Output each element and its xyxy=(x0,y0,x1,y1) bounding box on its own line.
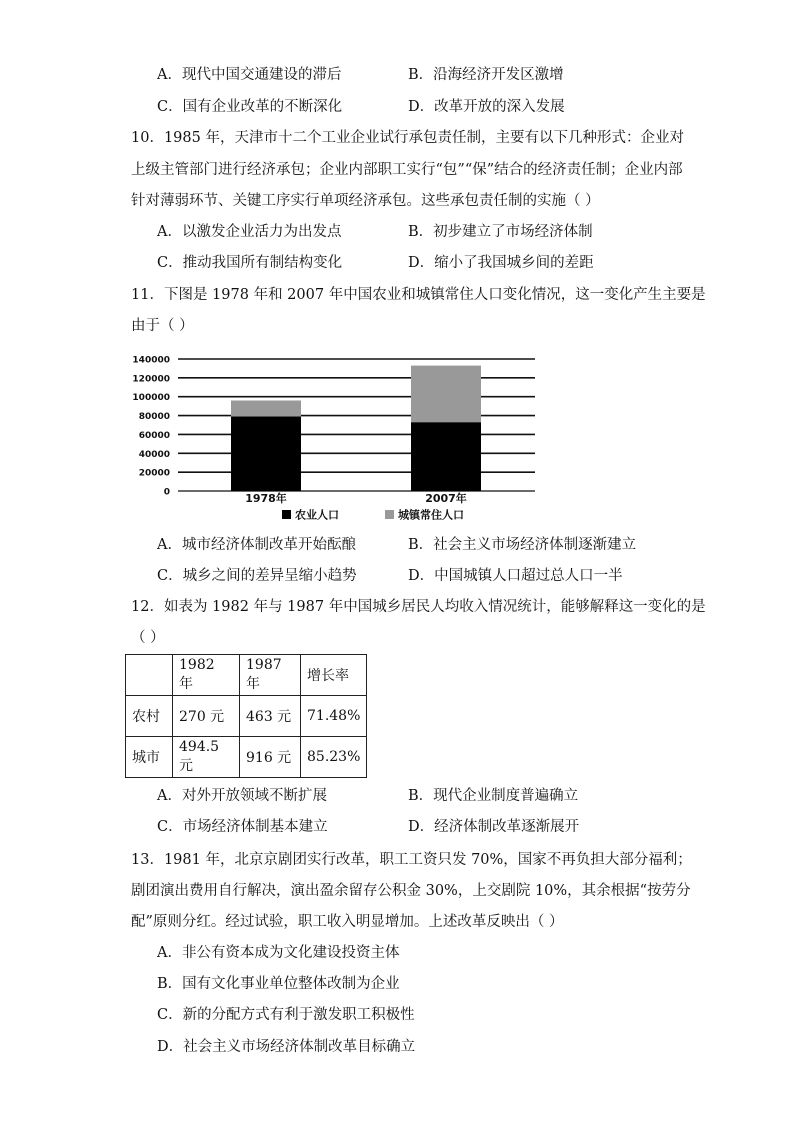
q11-stem-line-1: 11．下图是 1978 年和 2007 年中国农业和城镇常住人口变化情况，这一变化产生主要是 xyxy=(131,287,706,303)
q12-stem-line-1: 12．如表为 1982 年与 1987 年中国城乡居民人均收入情况统计，能够解释这一变化的是 xyxy=(131,599,706,615)
q9-option-c: C．国有企业改革的不断深化 xyxy=(157,99,343,115)
q10-stem-line-1: 10．1985 年，天津市十二个工业企业试行承包责任制，主要有以下几种形式：企业对 xyxy=(131,130,684,146)
table-cell: 71.48% xyxy=(301,696,367,737)
x-category-label: 2007年 xyxy=(425,492,467,505)
q11-option-d: D．中国城镇人口超过总人口一半 xyxy=(408,568,623,584)
q10-option-c: C．推动我国所有制结构变化 xyxy=(157,255,343,271)
q13-option-b: B．国有文化事业单位整体改制为企业 xyxy=(157,976,400,992)
population-bar-chart xyxy=(130,350,550,530)
q13-stem-line-1: 13．1981 年，北京京剧团实行改革，职工工资只发 70%，国家不再负担大部分福利； xyxy=(131,852,692,868)
table-header-cell: 增长率 xyxy=(301,655,367,696)
table-cell: 270 元 xyxy=(173,696,240,737)
q12-stem-line-2: （ ） xyxy=(131,630,165,646)
y-tick-label: 80000 xyxy=(138,412,170,423)
q12-option-c: C．市场经济体制基本建立 xyxy=(157,819,328,835)
q11-option-a: A．城市经济体制改革开始酝酿 xyxy=(157,537,356,553)
table-row xyxy=(126,737,367,778)
q10-stem-line-2: 上级主管部门进行经济承包；企业内部职工实行“包”“保”结合的经济责任制；企业内部 xyxy=(131,162,683,178)
q9-option-b: B．沿海经济开发区激增 xyxy=(408,67,564,83)
y-tick-label: 120000 xyxy=(132,374,170,385)
q9-option-d: D．改革开放的深入发展 xyxy=(408,99,565,115)
q10-stem-line-3: 针对薄弱环节、关键工序实行单项经济承包。这些承包责任制的实施（ ） xyxy=(131,193,600,209)
table-header-cell: 1987 年 xyxy=(240,655,301,696)
q13-stem-line-2: 剧团演出费用自行解决，演出盈余留存公积金 30%，上交剧院 10%，其余根据“按劳分 xyxy=(131,883,691,899)
table-row xyxy=(126,696,367,737)
bar-urban-1 xyxy=(411,366,481,423)
q12-option-d: D．经济体制改革逐渐展开 xyxy=(408,819,580,835)
q12-option-b: B．现代企业制度普遍确立 xyxy=(408,788,579,804)
q11-option-c: C．城乡之间的差异呈缩小趋势 xyxy=(157,568,357,584)
table-cell: 农村 xyxy=(126,696,173,737)
table-cell: 494.5 元 xyxy=(173,737,240,778)
legend-label: 农业人口 xyxy=(295,508,339,522)
legend-swatch xyxy=(282,510,291,519)
q10-option-d: D．缩小了我国城乡间的差距 xyxy=(408,255,594,271)
q9-option-a: A．现代中国交通建设的滞后 xyxy=(157,67,342,83)
q10-option-b: B．初步建立了市场经济体制 xyxy=(408,224,593,240)
q13-option-d: D．社会主义市场经济体制改革目标确立 xyxy=(157,1039,416,1055)
y-tick-label: 100000 xyxy=(132,393,170,404)
q11-option-b: B．社会主义市场经济体制逐渐建立 xyxy=(408,537,637,553)
table-cell: 85.23% xyxy=(301,737,367,778)
table-cell: 916 元 xyxy=(240,737,301,778)
table-header-cell: 1982 年 xyxy=(173,655,240,696)
legend-swatch xyxy=(385,510,394,519)
y-tick-label: 60000 xyxy=(138,430,170,441)
q12-option-a: A．对外开放领域不断扩展 xyxy=(157,788,327,804)
y-tick-label: 40000 xyxy=(138,449,170,460)
x-category-label: 1978年 xyxy=(245,492,287,505)
y-tick-label: 0 xyxy=(163,487,170,498)
q13-stem-line-3: 配”原则分红。经过试验，职工收入明显增加。上述改革反映出（ ） xyxy=(131,914,564,930)
bar-agricultural-1 xyxy=(411,422,481,491)
q11-stem-line-2: 由于（ ） xyxy=(131,318,194,334)
q13-option-c: C．新的分配方式有利于激发职工积极性 xyxy=(157,1007,415,1023)
table-header-row xyxy=(126,655,367,696)
bar-agricultural-0 xyxy=(231,417,301,491)
income-table xyxy=(125,654,367,778)
q10-option-a: A．以激发企业活力为出发点 xyxy=(157,224,342,240)
table-cell: 463 元 xyxy=(240,696,301,737)
y-tick-label: 20000 xyxy=(138,468,170,479)
table-header-cell xyxy=(126,655,173,696)
table-cell: 城市 xyxy=(126,737,173,778)
y-tick-label: 140000 xyxy=(132,355,170,366)
q13-option-a: A．非公有资本成为文化建设投资主体 xyxy=(157,945,400,961)
legend-label: 城镇常住人口 xyxy=(398,508,464,522)
bar-urban-0 xyxy=(231,400,301,416)
